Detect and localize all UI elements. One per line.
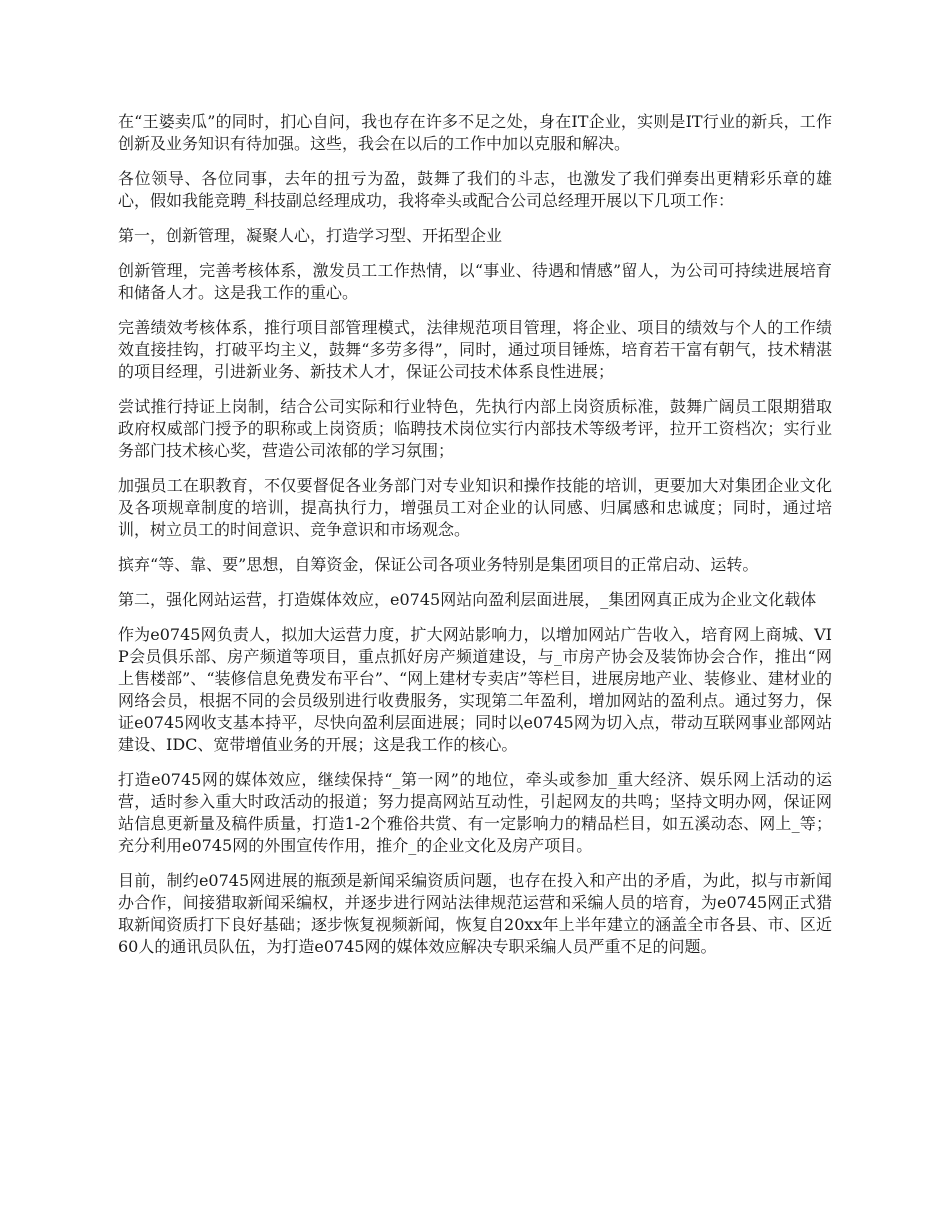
paragraph-3-heading: 第一，创新管理，凝聚人心，打造学习型、开拓型企业 <box>118 226 503 245</box>
paragraph-12: 目前，制约e0745网进展的瓶颈是新闻采编资质问题，也存在投入和产出的矛盾，为此，拟与市新闻办合作，间接猎取新闻采编权，并逐步进行网站法律规范运营和采编人员的培育，为e0745网正式猎取新闻资质打下良好基础；逐步恢复视频新闻，恢复自20xx年上半年建立的涵盖全市各县、市、区近60人的通讯员队伍，为打造e0745网的媒体效应解决专职采编人员严重不足的问题。 <box>118 871 832 956</box>
paragraph-10: 作为e0745网负责人，拟加大运营力度，扩大网站影响力，以增加网站广告收入，培育网上商城、VIP会员俱乐部、房产频道等项目，重点抓好房产频道建设，与_市房产协会及装饰协会合作，推出“网上售楼部”、“装修信息免费发布平台”、“网上建材专卖店”等栏目，进展房地产业、装修业、建材业的网络会员，根据不同的会员级别进行收费服务，实现第二年盈利，增加网站的盈利点。通过努力，保证e0745网收支基本持平，尽快向盈利层面进展；同时以e0745网为切入点，带动互联网事业部网站建设、IDC、宽带增值业务的开展；这是我工作的核心。 <box>118 625 832 754</box>
paragraph-9-heading: 第二，强化网站运营，打造媒体效应，e0745网站向盈利层面进展，_集团网真正成为企业文化载体 <box>118 590 817 609</box>
paragraph-4: 创新管理，完善考核体系，激发员工工作热情，以“事业、待遇和情感”留人，为公司可持续进展培育和储备人才。这是我工作的重心。 <box>118 261 832 302</box>
paragraph-2: 各位领导、各位同事，去年的扭亏为盈，鼓舞了我们的斗志，也激发了我们弹奏出更精彩乐章的雄心，假如我能竞聘_科技副总经理成功，我将牵头或配合公司总经理开展以下几项工作： <box>118 169 832 210</box>
paragraph-1: 在“王婆卖瓜”的同时，扪心自问，我也存在许多不足之处，身在IT企业，实则是IT行业的新兵，工作创新及业务知识有待加强。这些，我会在以后的工作中加以克服和解决。 <box>118 112 832 153</box>
paragraph-7: 加强员工在职教育，不仅要督促各业务部门对专业知识和操作技能的培训，更要加大对集团企业文化及各项规章制度的培训，提高执行力，增强员工对企业的认同感、归属感和忠诚度；同时，通过培训，树立员工的时间意识、竞争意识和市场观念。 <box>118 476 832 539</box>
paragraph-5: 完善绩效考核体系，推行项目部管理模式，法律规范项目管理，将企业、项目的绩效与个人的工作绩效直接挂钩，打破平均主义，鼓舞“多劳多得”，同时，通过项目锤炼，培育若干富有朝气，技术精湛的项目经理，引进新业务、新技术人才，保证公司技术体系良性进展； <box>118 318 832 381</box>
paragraph-8: 摈弃“等、靠、要”思想，自筹资金，保证公司各项业务特别是集团项目的正常启动、运转。 <box>118 555 759 574</box>
paragraph-6: 尝试推行持证上岗制，结合公司实际和行业特色，先执行内部上岗资质标准，鼓舞广阔员工限期猎取政府权威部门授予的职称或上岗资质；临聘技术岗位实行内部技术等级考评，拉开工资档次；实行业务部门技术核心奖，营造公司浓郁的学习氛围； <box>118 397 832 460</box>
paragraph-11: 打造e0745网的媒体效应，继续保持“_第一网”的地位，牵头或参加_重大经济、娱乐网上活动的运营，适时参入重大时政活动的报道；努力提高网站互动性，引起网友的共鸣；坚持文明办网，保证网站信息更新量及稿件质量，打造1-2个雅俗共赏、有一定影响力的精品栏目，如五溪动态、网上_等；充分利用e0745网的外围宣传作用，推介_的企业文化及房产项目。 <box>118 770 832 855</box>
